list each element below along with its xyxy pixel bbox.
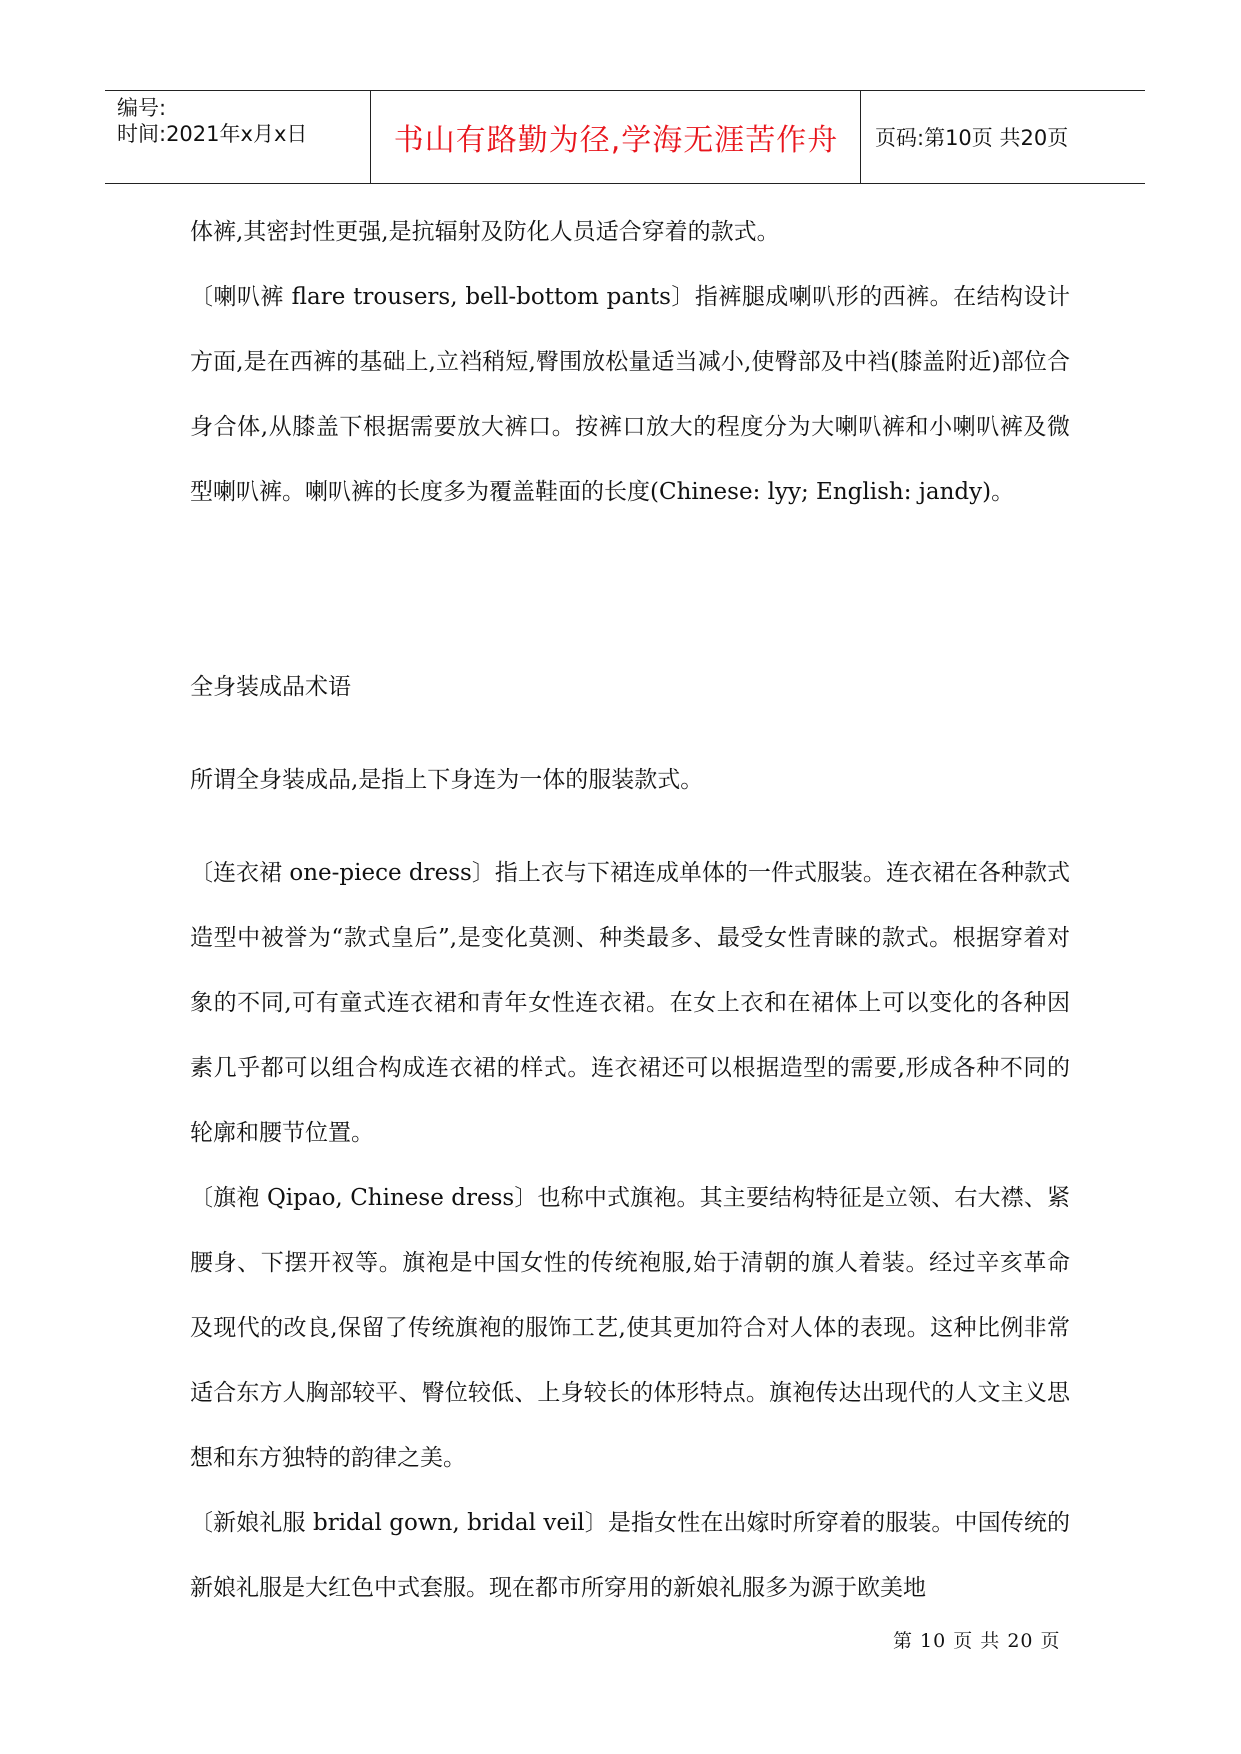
document-time-label: 时间:2021年x月x日 (117, 122, 308, 146)
paragraph-one-piece-dress: 〔连衣裙 one-piece dress〕指上衣与下裙连成单体的一件式服装。连衣裙在各种款式造型中被誉为“款式皇后”,是变化莫测、种类最多、最受女性青睐的款式。根据穿着对象的不同,可有童式连衣裙和青年女性连衣裙。在女上衣和在裙体上可以变化的各种因素几乎都可以组合构成连衣裙的样式。连衣裙还可以根据造型的需要,形成各种不同的轮廓和腰节位置。 (190, 860, 1070, 1146)
header-divider (370, 91, 371, 183)
section-heading: 全身装成品术语 (190, 674, 351, 700)
paragraph-qipao: 〔旗袍 Qipao, Chinese dress〕也称中式旗袍。其主要结构特征是立领、右大襟、紧腰身、下摆开衩等。旗袍是中国女性的传统袍服,始于清朝的旗人着装。经过辛亥革命及现代的改良,保留了传统旗袍的服饰工艺,使其更加符合对人体的表现。这种比例非常适合东方人胸部较平、臀位较低、上身较长的体形特点。旗袍传达出现代的人文主义思想和东方独特的韵律之美。 (190, 1185, 1070, 1471)
page-footer: 第 10 页 共 20 页 (893, 1630, 1061, 1652)
paragraph-bridal-gown: 〔新娘礼服 bridal gown, bridal veil〕是指女性在出嫁时所穿着的服装。中国传统的新娘礼服是大红色中式套服。现在都市所穿用的新娘礼服多为源于欧美地 (190, 1510, 1070, 1601)
header-meta (117, 91, 367, 183)
page-header (105, 90, 1145, 184)
document-number-label: 编号: (117, 96, 167, 120)
paragraph: 体裤,其密封性更强,是抗辐射及防化人员适合穿着的款式。 (190, 219, 780, 245)
paragraph-flare-trousers: 〔喇叭裤 flare trousers, bell-bottom pants〕指裤腿成喇叭形的西裤。在结构设计方面,是在西裤的基础上,立裆稍短,臀围放松量适当减小,使臀部及中裆(膝盖附近)部位合身合体,从膝盖下根据需要放大裤口。按裤口放大的程度分为大喇叭裤和小喇叭裤及微型喇叭裤。喇叭裤的长度多为覆盖鞋面的长度(Chinese: lyy; English: jandy)。 (190, 284, 1070, 505)
header-divider (860, 91, 861, 183)
header-motto: 书山有路勤为径,学海无涯苦作舟 (393, 123, 839, 158)
paragraph: 所谓全身装成品,是指上下身连为一体的服装款式。 (190, 767, 704, 793)
header-page-info: 页码:第10页 共20页 (875, 126, 1069, 150)
